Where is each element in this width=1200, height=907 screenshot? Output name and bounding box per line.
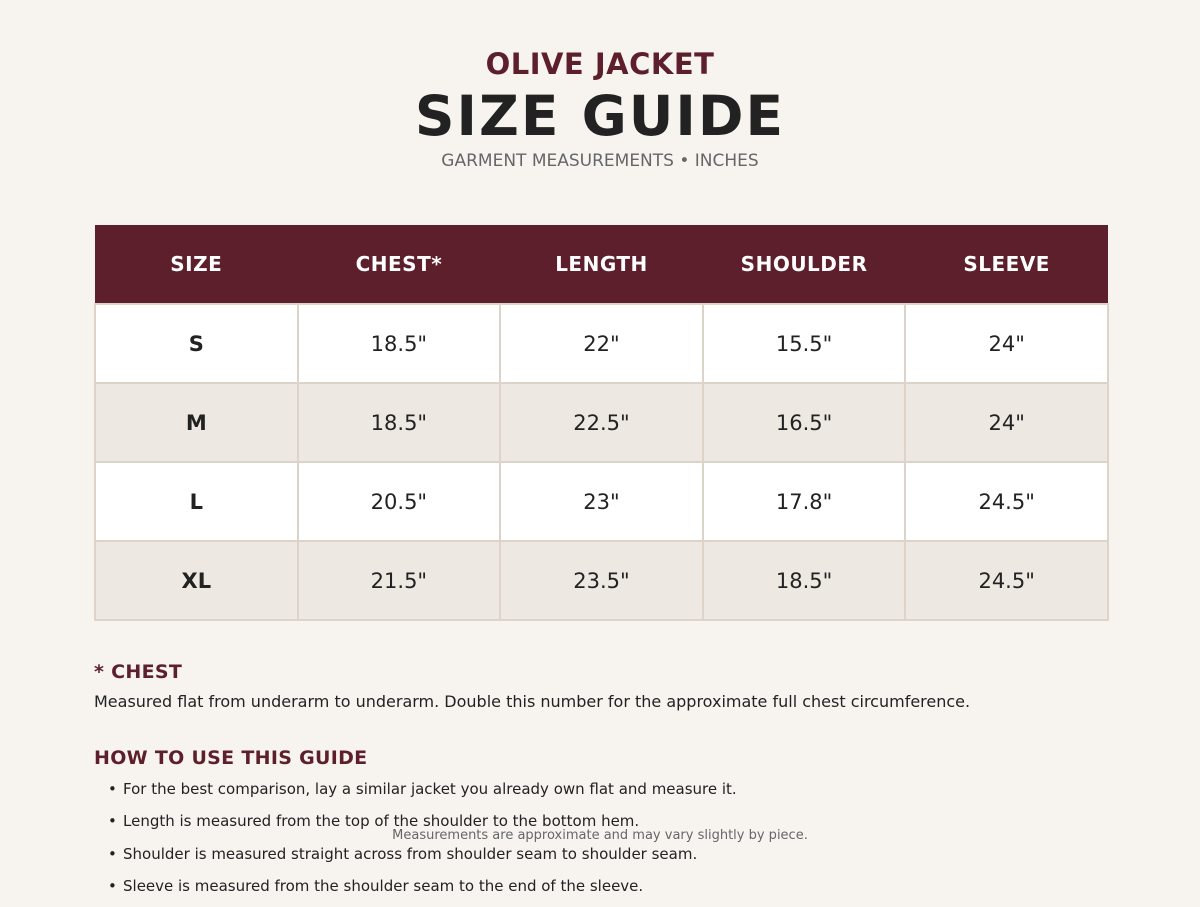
column-header-sleeve: SLEEVE bbox=[905, 225, 1108, 304]
column-header-shoulder: SHOULDER bbox=[703, 225, 906, 304]
chest-cell: 18.5" bbox=[298, 304, 501, 383]
sleeve-cell: 24.5" bbox=[905, 462, 1108, 541]
table-row bbox=[95, 541, 1108, 620]
size-label-cell: M bbox=[95, 383, 298, 462]
shoulder-cell: 17.8" bbox=[703, 462, 906, 541]
list-item bbox=[108, 875, 737, 907]
sleeve-cell: 24" bbox=[905, 304, 1108, 383]
list-item-text: For the best comparison, lay a similar jacket you already own flat and measure it. bbox=[123, 780, 737, 798]
table-row bbox=[95, 383, 1108, 462]
list-item bbox=[108, 843, 737, 875]
size-label-cell: XL bbox=[95, 541, 298, 620]
shoulder-cell: 15.5" bbox=[703, 304, 906, 383]
length-cell: 23.5" bbox=[500, 541, 703, 620]
shoulder-cell: 18.5" bbox=[703, 541, 906, 620]
bullet-icon: • bbox=[108, 876, 117, 895]
column-header-length: LENGTH bbox=[500, 225, 703, 304]
column-header-size: SIZE bbox=[95, 225, 298, 304]
column-header-chest: CHEST* bbox=[298, 225, 501, 304]
sleeve-cell: 24" bbox=[905, 383, 1108, 462]
list-item-text: Length is measured from the top of the shoulder to the bottom hem. bbox=[123, 812, 640, 831]
list-item bbox=[108, 778, 737, 810]
guide-heading: HOW TO USE THIS GUIDE bbox=[94, 747, 368, 769]
length-cell: 23" bbox=[500, 462, 703, 541]
chest-note-heading: * CHEST bbox=[94, 661, 183, 683]
table-row bbox=[95, 304, 1108, 383]
page-title: SIZE GUIDE bbox=[414, 84, 786, 148]
bullet-icon: • bbox=[108, 780, 117, 798]
chest-cell: 18.5" bbox=[298, 383, 501, 462]
size-label-cell: L bbox=[95, 462, 298, 541]
list-item-text: Sleeve is measured from the shoulder seam to the end of the sleeve. bbox=[123, 876, 644, 895]
table-header-row bbox=[95, 225, 1108, 304]
bullet-icon: • bbox=[108, 812, 117, 831]
size-label-cell: S bbox=[95, 304, 298, 383]
table-row bbox=[95, 462, 1108, 541]
chest-cell: 20.5" bbox=[298, 462, 501, 541]
list-item-text: Shoulder is measured straight across from shoulder seam to shoulder seam. bbox=[123, 844, 698, 863]
length-cell: 22.5" bbox=[500, 383, 703, 462]
footer-note: Measurements are approximate and may vary slightly by piece. bbox=[392, 828, 808, 843]
size-table bbox=[94, 225, 1109, 621]
chest-cell: 21.5" bbox=[298, 541, 501, 620]
product-name: OLIVE JACKET bbox=[485, 47, 715, 81]
length-cell: 22" bbox=[500, 304, 703, 383]
shoulder-cell: 16.5" bbox=[703, 383, 906, 462]
bullet-icon: • bbox=[108, 844, 117, 863]
page-subtitle: GARMENT MEASUREMENTS • INCHES bbox=[441, 151, 759, 171]
chest-note-text: Measured flat from underarm to underarm. Double this number for the approximate full chest circumference. bbox=[94, 692, 971, 711]
sleeve-cell: 24.5" bbox=[905, 541, 1108, 620]
